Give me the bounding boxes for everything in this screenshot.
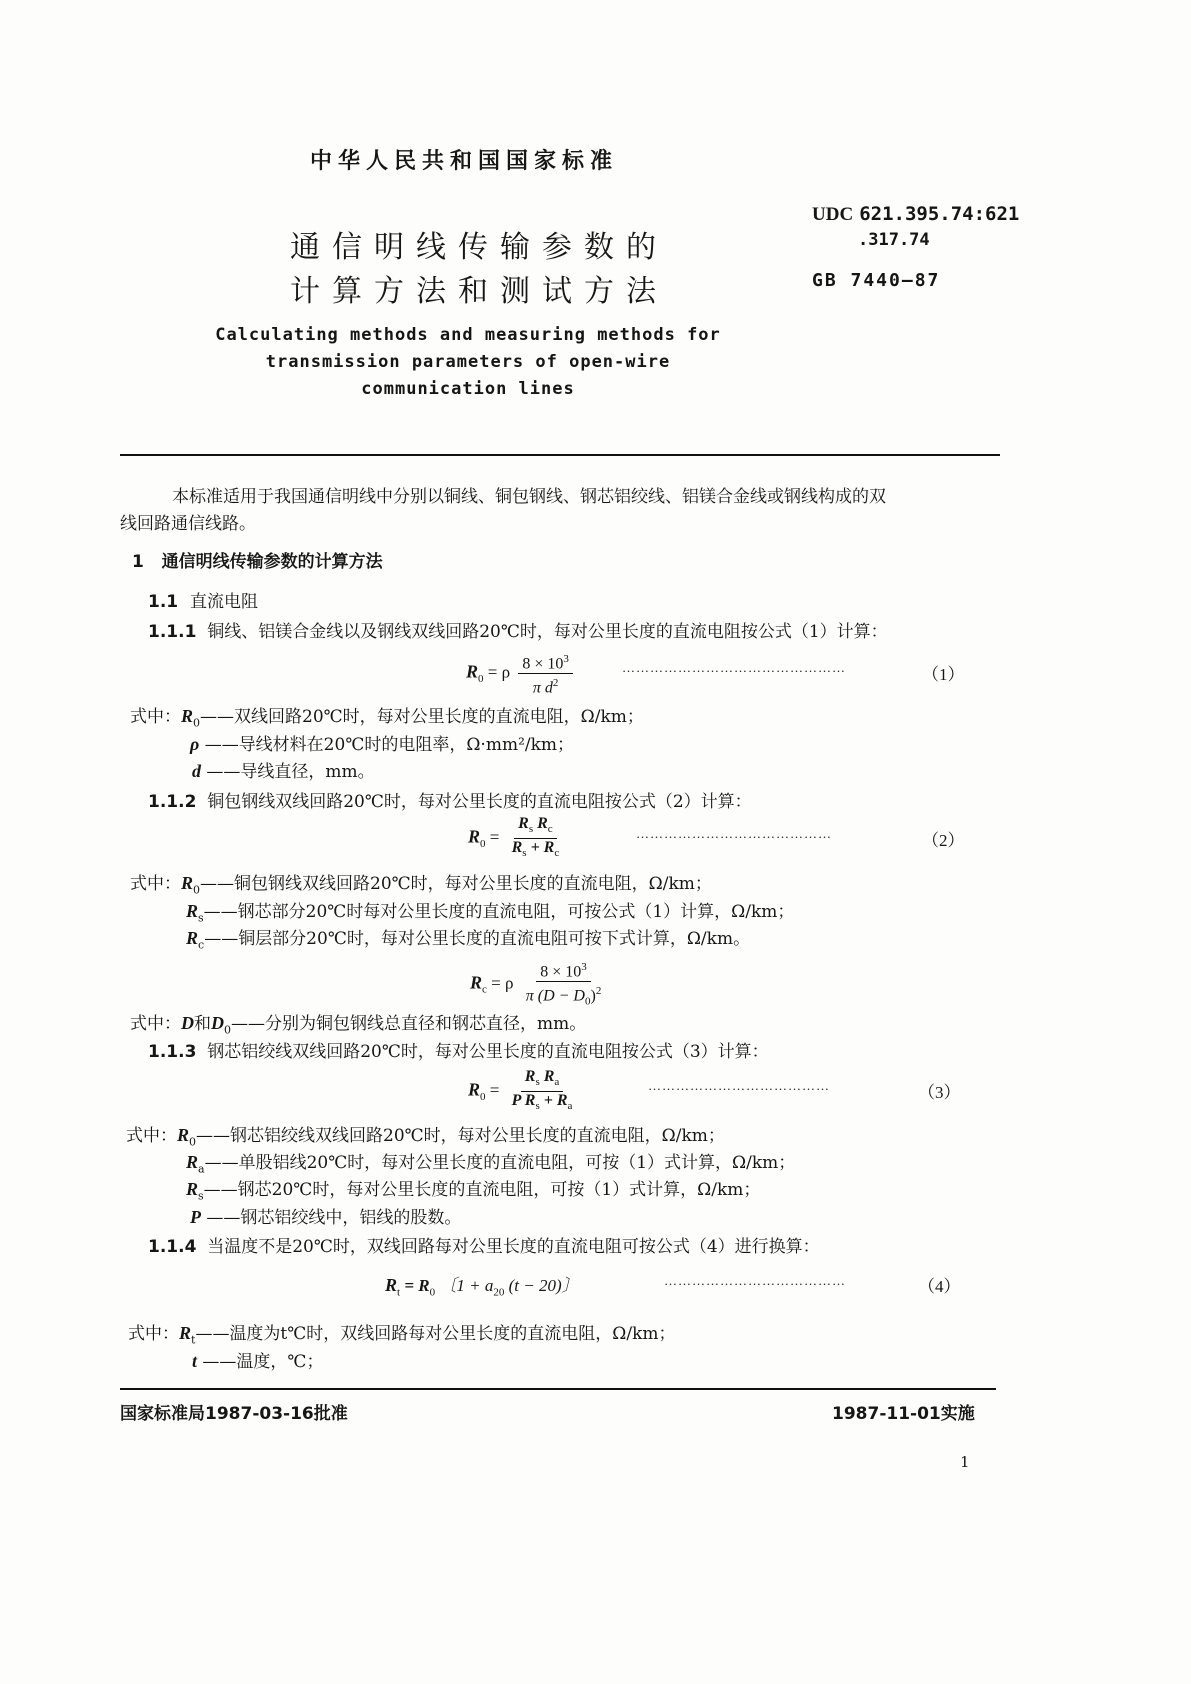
formula-rc [470, 958, 609, 1011]
defs1-2-sym: d [192, 761, 201, 781]
f3-num_b: R [543, 1068, 555, 1085]
defs1-2-desc: ——导线直径，mm。 [206, 762, 375, 782]
f3-num: R [524, 1068, 536, 1085]
f4-rest1: 〔1 + a [435, 1276, 494, 1295]
where: 式中： [130, 874, 181, 894]
def-r0-2 [130, 869, 712, 896]
def-rc [186, 924, 750, 951]
def-d [192, 757, 375, 782]
where: 式中： [130, 707, 181, 727]
where: 式中： [128, 1324, 179, 1344]
defs_d-prefix: 式中： [130, 1014, 181, 1034]
def-rs-2 [186, 897, 794, 924]
defs2-0-sym: R [181, 873, 194, 893]
f4-mid_sub: 0 [429, 1286, 436, 1299]
frc-den_sub: 0 [584, 995, 591, 1008]
defs4-0-sym: R [179, 1323, 192, 1343]
defs3-1-sub: a [198, 1162, 205, 1176]
f2-den_sub2: c [554, 847, 560, 860]
f4-rest2: (t − 20)〕 [504, 1276, 579, 1295]
s114-text: 当温度不是20℃时，双线回路每对公里长度的直流电阻可按公式（4）进行换算： [207, 1237, 820, 1257]
section-1-1-heading [148, 587, 258, 612]
formula-3 [468, 1068, 580, 1115]
title-en-line-3: communication lines [361, 379, 575, 399]
defs2-2-sym: R [186, 928, 199, 948]
def-rt [128, 1319, 676, 1346]
udc-label: UDC [812, 204, 854, 225]
defs1-1-sym: ρ [190, 734, 200, 754]
frc-den: π (D − D [525, 987, 585, 1005]
f3-den_mid: + R [539, 1092, 568, 1110]
clause-1-1-3 [148, 1037, 769, 1062]
defs2-2-desc: ——铜层部分20℃时，每对公里长度的直流电阻可按下式计算，Ω/km。 [204, 929, 751, 949]
f2-num_b: R [537, 815, 548, 832]
def-rs-3 [186, 1175, 760, 1202]
frc-lhs_sub: c [482, 983, 487, 996]
f2-lhs: R [468, 826, 481, 847]
defs_d-sym2: D [211, 1013, 224, 1033]
defs2-1-sym: R [186, 901, 199, 921]
udc-code [812, 203, 1019, 226]
f2-den_mid: + R [526, 839, 555, 857]
where: 式中： [126, 1126, 177, 1146]
formula-2 [468, 815, 567, 862]
formula-1-leader: ………………………………………… [622, 660, 846, 675]
f4-lhs_sub: t [397, 1286, 401, 1299]
formula-2-number: （2） [922, 831, 965, 850]
defs3-0-sym: R [177, 1125, 190, 1145]
s113-text: 钢芯铝绞线双线回路20℃时，每对公里长度的直流电阻按公式（3）计算： [207, 1042, 769, 1062]
clause-1-1-2 [148, 787, 752, 812]
formula-4-number: （4） [918, 1277, 961, 1296]
section_1_1-title: 直流电阻 [189, 592, 258, 612]
defs3-0-sub: 0 [189, 1135, 197, 1149]
formula-1-number: （1） [922, 665, 965, 684]
formula-3-number: （3） [918, 1083, 961, 1102]
udc-code-2: .317.74 [858, 230, 930, 250]
f4-rest_sub: 20 [493, 1286, 505, 1299]
f2-eq: = [485, 827, 500, 847]
section_1-title: 通信明线传输参数的计算方法 [161, 552, 383, 572]
defs4-1-sym: t [192, 1351, 198, 1371]
formula-4 [385, 1271, 579, 1298]
formula-1 [466, 650, 577, 698]
f4-lhs: R [385, 1275, 398, 1295]
defs3-1-desc: ——单股铝线20℃时，每对公里长度的直流电阻，可按（1）式计算，Ω/km； [204, 1153, 796, 1173]
section_1_1-num: 1.1 [148, 592, 179, 612]
defs_d-desc: ——分别为铜包钢线总直径和钢芯直径，mm。 [231, 1014, 587, 1034]
defs2-0-desc: ——铜包钢线双线回路20℃时，每对公里长度的直流电阻，Ω/km； [200, 874, 712, 894]
defs2-0-sub: 0 [193, 883, 201, 897]
f2-num: R [518, 815, 529, 832]
defs3-3-sym: P [190, 1207, 201, 1227]
defs4-0-desc: ——温度为t℃时，双线回路每对公里长度的直流电阻，Ω/km； [195, 1324, 676, 1344]
def-d-d0 [130, 1009, 586, 1036]
clause-1-1-1 [148, 617, 888, 642]
s114-num: 1.1.4 [148, 1237, 197, 1257]
udc-code-1: 621.395.74:621 [859, 203, 1020, 225]
f4-mid: = R [400, 1276, 430, 1295]
f1-lhs: R [466, 661, 479, 682]
defs3-2-sym: R [186, 1179, 199, 1199]
f3-den_sub1: s [535, 1100, 540, 1113]
footer-divider [120, 1388, 996, 1390]
f1-num_sup: 3 [563, 653, 569, 665]
s112-num: 1.1.2 [148, 792, 197, 812]
f1-num: 8 × 10 [522, 655, 564, 673]
approval-date: 国家标准局1987-03-16批准 [120, 1404, 348, 1424]
f2-den_sub1: s [522, 847, 527, 860]
formula-3-leader: ………………………………… [648, 1078, 830, 1093]
gb-number: GB 7440—87 [812, 270, 941, 291]
def-r0-1 [130, 702, 644, 729]
frc-den_sup: 2 [595, 985, 602, 998]
f3-lhs_sub: 0 [480, 1090, 486, 1103]
f1-lhs_sub: 0 [478, 673, 484, 686]
clause-1-1-4 [148, 1232, 820, 1257]
title-en-line-1: Calculating methods and measuring methods for [215, 325, 721, 345]
formula-4-leader: ………………………………… [664, 1273, 846, 1288]
f3-num_sub2: a [554, 1076, 560, 1089]
page-number: 1 [960, 1453, 970, 1471]
defs4-1-desc: ——温度，℃； [202, 1352, 324, 1372]
effective-date: 1987-11-01实施 [832, 1404, 975, 1424]
frc-num_sup: 3 [581, 961, 587, 973]
s111-num: 1.1.1 [148, 622, 197, 642]
defs_d-sym: D [181, 1013, 194, 1033]
def-t [192, 1347, 323, 1372]
intro-line-2: 线回路通信线路。 [120, 514, 256, 534]
def-r0-3 [126, 1121, 725, 1148]
frc-num: 8 × 10 [540, 963, 582, 981]
title-cn-line-2: 计算方法和测试方法 [290, 274, 668, 309]
defs2-2-sub: c [198, 938, 205, 952]
f2-den: R [511, 839, 523, 857]
frc-lhs: R [470, 972, 483, 993]
defs3-3-desc: ——钢芯铝绞线中，铝线的股数。 [206, 1208, 462, 1228]
f1-den_sup: 2 [552, 677, 559, 690]
standard-header: 中华人民共和国国家标准 [310, 149, 619, 174]
defs_d-and: 和 [194, 1014, 211, 1034]
defs2-1-sub: s [198, 911, 204, 925]
frc-eq: = ρ [486, 973, 514, 993]
defs3-0-desc: ——钢芯铝绞线双线回路20℃时，每对公里长度的直流电阻，Ω/km； [196, 1126, 725, 1146]
f2-lhs_sub: 0 [480, 837, 486, 850]
f1-den: π d [532, 679, 553, 697]
f3-den_sub2: a [567, 1100, 573, 1113]
defs1-0-sym: R [181, 706, 194, 726]
def-ra [186, 1148, 795, 1175]
s113-num: 1.1.3 [148, 1042, 197, 1062]
def-rho [190, 730, 574, 755]
s111-text: 铜线、铝镁合金线以及钢线双线回路20℃时，每对公里长度的直流电阻按公式（1）计算： [207, 622, 888, 642]
frc-den_end: ) [590, 987, 596, 1005]
defs3-1-sym: R [186, 1152, 199, 1172]
defs3-2-desc: ——钢芯20℃时，每对公里长度的直流电阻，可按（1）式计算，Ω/km； [203, 1180, 761, 1200]
defs4-0-sub: t [191, 1333, 196, 1347]
title-cn-line-1: 通信明线传输参数的 [290, 230, 668, 265]
f2-num_sub1: s [528, 823, 534, 836]
def-p [190, 1203, 461, 1228]
defs1-0-desc: ——双线回路20℃时，每对公里长度的直流电阻，Ω/km； [200, 707, 644, 727]
defs3-2-sub: s [198, 1189, 204, 1203]
s112-text: 铜包钢线双线回路20℃时，每对公里长度的直流电阻按公式（2）计算： [207, 792, 752, 812]
f2-num_sub2: c [547, 823, 553, 836]
section-1-heading [132, 547, 383, 572]
defs_d-sub2: 0 [224, 1023, 231, 1037]
section_1-num: 1 [132, 552, 144, 572]
defs1-0-sub: 0 [193, 716, 201, 730]
title-en-line-2: transmission parameters of open-wire [265, 352, 671, 372]
defs2-1-desc: ——钢芯部分20℃时每对公里长度的直流电阻，可按公式（1）计算，Ω/km； [203, 902, 795, 922]
formula-2-leader: …………………………………… [636, 826, 832, 841]
defs1-1-desc: ——导线材料在20℃时的电阻率，Ω·mm²/km； [204, 735, 575, 755]
header-divider [120, 454, 1000, 456]
f3-den: P R [511, 1092, 536, 1110]
f1-eq: = ρ [483, 662, 511, 682]
f3-eq: = [485, 1080, 500, 1100]
f3-num_sub1: s [535, 1076, 540, 1089]
f3-lhs: R [468, 1079, 481, 1100]
intro-line-1: 本标准适用于我国通信明线中分别以铜线、铜包钢线、钢芯铝绞线、铝镁合金线或钢线构成的双 [172, 487, 886, 507]
